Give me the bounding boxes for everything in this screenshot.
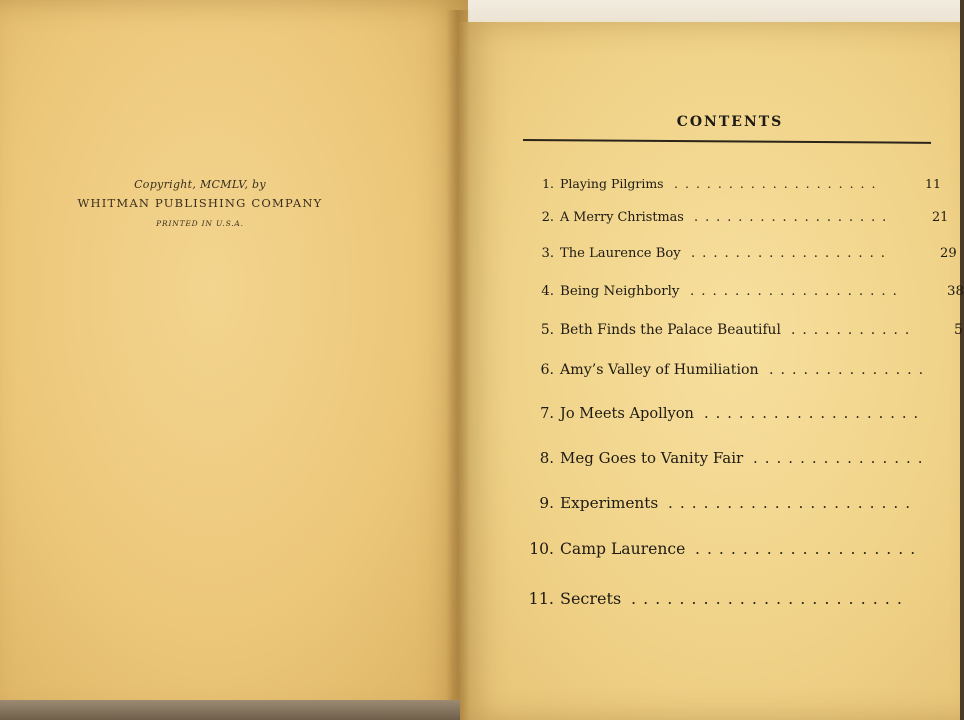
chapter-number: 7. [540,405,554,422]
toc-row-7 [520,405,960,427]
chapter-number: 8. [539,449,554,467]
leader-dots: ................... [695,540,923,558]
leader-dots: ................... [690,284,904,299]
publisher-name: WHITMAN PUBLISHING COMPANY [77,196,323,210]
chapter-number: 10. [529,540,554,558]
chapter-number: 4. [541,284,554,299]
chapter-title: Playing Pilgrims [560,176,664,191]
chapter-number: 5. [540,322,554,338]
chapter-title: The Laurence Boy [560,246,681,261]
left-page [0,0,468,720]
leader-dots: ....................... [631,589,909,608]
toc-row-8 [520,449,960,471]
leader-dots: ............... [753,449,930,467]
toc-row-9 [520,494,960,516]
leader-dots: .................. [691,246,892,261]
leader-dots: ................... [674,176,883,191]
chapter-page: 29 [940,246,957,261]
chapter-title: Experiments [560,494,659,512]
chapter-title: Meg Goes to Vanity Fair [560,449,744,467]
leader-dots: ........... [791,322,917,338]
chapter-page: 5 [954,322,963,338]
chapter-title: Beth Finds the Palace Beautiful [560,322,781,338]
leader-dots: .................. [694,210,894,225]
chapter-number: 2. [541,210,554,225]
chapter-number: 3. [541,246,554,261]
leader-dots: ..................... [668,494,918,512]
toc-row-10 [520,540,960,562]
chapter-number: 6. [540,362,554,378]
chapter-title: Secrets [560,589,622,608]
toc-row-2 [520,210,960,232]
chapter-title: Amy’s Valley of Humiliation [560,362,759,378]
toc-row-6 [520,362,960,384]
chapter-number: 1. [542,176,554,191]
chapter-page: 11 [925,176,941,191]
chapter-number: 11. [528,589,554,608]
toc-row-4 [520,284,964,306]
chapter-title: A Merry Christmas [560,210,684,225]
copyright-line: Copyright, MCMLV, by [134,178,266,191]
page-bottom-edge [0,700,460,720]
chapter-page: 21 [932,210,949,225]
printed-in-line: PRINTED IN U.S.A. [156,219,244,228]
chapter-title: Being Neighborly [560,284,680,299]
toc-row-11 [520,589,960,611]
leader-dots: ................... [704,405,926,422]
copyright-block [60,178,340,228]
chapter-title: Camp Laurence [560,540,686,558]
toc-row-3 [520,246,960,268]
book-gutter [446,10,470,720]
chapter-page: 38 [947,284,964,299]
contents-title: CONTENTS [676,114,784,130]
leader-dots: .............. [769,362,931,378]
chapter-title: Jo Meets Apollyon [560,405,694,422]
toc-row-1 [520,176,960,198]
chapter-number: 9. [539,494,554,512]
toc-row-5 [520,322,963,344]
